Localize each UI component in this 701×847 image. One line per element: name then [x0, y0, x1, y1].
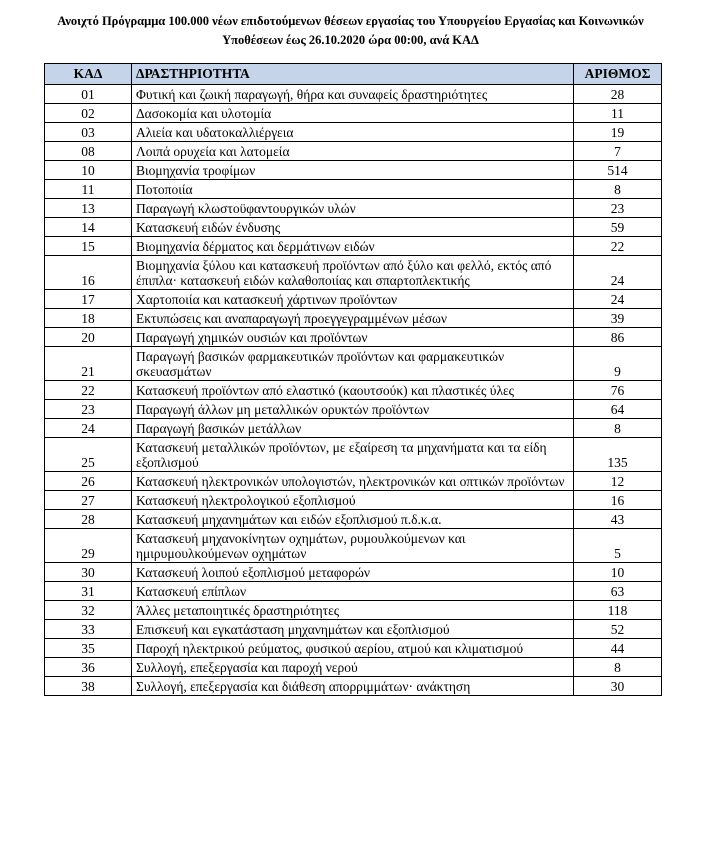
kad-cell: 36 — [45, 658, 132, 677]
table-row — [45, 309, 662, 328]
kad-cell: 11 — [45, 180, 132, 199]
count-cell: 24 — [574, 290, 662, 309]
count-cell: 514 — [574, 161, 662, 180]
kad-cell: 33 — [45, 620, 132, 639]
kad-cell: 18 — [45, 309, 132, 328]
title-line-2: Υποθέσεων έως 26.10.2020 ώρα 00:00, ανά ΚΑΔ — [222, 33, 479, 47]
count-cell: 86 — [574, 328, 662, 347]
kad-cell: 01 — [45, 85, 132, 104]
count-cell: 22 — [574, 237, 662, 256]
table-row — [45, 381, 662, 400]
activity-cell: Κατασκευή μηχανοκίνητων οχημάτων, ρυμουλκούμενων και ημιρυμουλκούμενων οχημάτων — [132, 529, 574, 563]
table-row — [45, 161, 662, 180]
count-cell: 28 — [574, 85, 662, 104]
kad-cell: 26 — [45, 472, 132, 491]
table-row — [45, 510, 662, 529]
header-kad: ΚΑΔ — [45, 64, 132, 85]
activity-cell: Κατασκευή ηλεκτρολογικού εξοπλισμού — [132, 491, 574, 510]
kad-cell: 25 — [45, 438, 132, 472]
table-header-row — [45, 64, 662, 85]
activity-cell: Χαρτοποιία και κατασκευή χάρτινων προϊόντων — [132, 290, 574, 309]
kad-cell: 28 — [45, 510, 132, 529]
table-row — [45, 347, 662, 381]
count-cell: 118 — [574, 601, 662, 620]
activity-cell: Αλιεία και υδατοκαλλιέργεια — [132, 123, 574, 142]
title-line-1: Ανοιχτό Πρόγραμμα 100.000 νέων επιδοτούμενων θέσεων εργασίας του Υπουργείου Εργασίας και Κοινωνικών — [57, 14, 644, 28]
kad-cell: 13 — [45, 199, 132, 218]
count-cell: 30 — [574, 677, 662, 696]
table-row — [45, 142, 662, 161]
header-activity: ΔΡΑΣΤΗΡΙΟΤΗΤΑ — [132, 64, 574, 85]
table-row — [45, 85, 662, 104]
table-row — [45, 400, 662, 419]
count-cell: 23 — [574, 199, 662, 218]
activity-cell: Κατασκευή επίπλων — [132, 582, 574, 601]
activity-cell: Παραγωγή βασικών φαρμακευτικών προϊόντων και φαρμακευτικών σκευασμάτων — [132, 347, 574, 381]
table-row — [45, 218, 662, 237]
activity-cell: Επισκευή και εγκατάσταση μηχανημάτων και εξοπλισμού — [132, 620, 574, 639]
activity-cell: Κατασκευή μηχανημάτων και ειδών εξοπλισμού π.δ.κ.α. — [132, 510, 574, 529]
table-row — [45, 529, 662, 563]
count-cell: 76 — [574, 381, 662, 400]
table-row — [45, 237, 662, 256]
count-cell: 19 — [574, 123, 662, 142]
activity-cell: Παροχή ηλεκτρικού ρεύματος, φυσικού αερίου, ατμού και κλιματισμού — [132, 639, 574, 658]
table-row — [45, 104, 662, 123]
activity-cell: Παραγωγή χημικών ουσιών και προϊόντων — [132, 328, 574, 347]
count-cell: 135 — [574, 438, 662, 472]
count-cell: 8 — [574, 419, 662, 438]
kad-cell: 32 — [45, 601, 132, 620]
table-row — [45, 491, 662, 510]
count-cell: 59 — [574, 218, 662, 237]
kad-cell: 14 — [45, 218, 132, 237]
table-row — [45, 419, 662, 438]
count-cell: 9 — [574, 347, 662, 381]
table-row — [45, 563, 662, 582]
table-row — [45, 601, 662, 620]
kad-cell: 03 — [45, 123, 132, 142]
activity-cell: Άλλες μεταποιητικές δραστηριότητες — [132, 601, 574, 620]
kad-cell: 21 — [45, 347, 132, 381]
count-cell: 63 — [574, 582, 662, 601]
table-row — [45, 328, 662, 347]
count-cell: 12 — [574, 472, 662, 491]
activity-cell: Βιομηχανία τροφίμων — [132, 161, 574, 180]
kad-cell: 35 — [45, 639, 132, 658]
kad-cell: 17 — [45, 290, 132, 309]
table-row — [45, 180, 662, 199]
kad-cell: 38 — [45, 677, 132, 696]
activity-cell: Παραγωγή κλωστοϋφαντουργικών υλών — [132, 199, 574, 218]
activity-cell: Δασοκομία και υλοτομία — [132, 104, 574, 123]
activity-cell: Βιομηχανία δέρματος και δερμάτινων ειδών — [132, 237, 574, 256]
table-row — [45, 290, 662, 309]
activity-cell: Συλλογή, επεξεργασία και διάθεση απορριμμάτων· ανάκτηση — [132, 677, 574, 696]
count-cell: 43 — [574, 510, 662, 529]
table-row — [45, 639, 662, 658]
kad-cell: 23 — [45, 400, 132, 419]
kad-table — [44, 63, 662, 696]
count-cell: 7 — [574, 142, 662, 161]
count-cell: 16 — [574, 491, 662, 510]
activity-cell: Βιομηχανία ξύλου και κατασκευή προϊόντων από ξύλο και φελλό, εκτός από έπιπλα· κατασκευή ειδών καλαθοποιίας και σπαρτοπλεκτικής — [132, 256, 574, 290]
kad-cell: 16 — [45, 256, 132, 290]
table-row — [45, 123, 662, 142]
count-cell: 52 — [574, 620, 662, 639]
count-cell: 10 — [574, 563, 662, 582]
activity-cell: Λοιπά ορυχεία και λατομεία — [132, 142, 574, 161]
table-row — [45, 256, 662, 290]
activity-cell: Ποτοποιία — [132, 180, 574, 199]
activity-cell: Κατασκευή ηλεκτρονικών υπολογιστών, ηλεκτρονικών και οπτικών προϊόντων — [132, 472, 574, 491]
activity-cell: Παραγωγή άλλων μη μεταλλικών ορυκτών προϊόντων — [132, 400, 574, 419]
kad-cell: 24 — [45, 419, 132, 438]
kad-cell: 15 — [45, 237, 132, 256]
table-row — [45, 472, 662, 491]
activity-cell: Συλλογή, επεξεργασία και παροχή νερού — [132, 658, 574, 677]
table-row — [45, 620, 662, 639]
table-row — [45, 438, 662, 472]
kad-cell: 31 — [45, 582, 132, 601]
header-count: ΑΡΙΘΜΟΣ — [574, 64, 662, 85]
table-body — [45, 85, 662, 696]
kad-cell: 20 — [45, 328, 132, 347]
activity-cell: Κατασκευή μεταλλικών προϊόντων, με εξαίρεση τα μηχανήματα και τα είδη εξοπλισμού — [132, 438, 574, 472]
kad-cell: 27 — [45, 491, 132, 510]
kad-cell: 02 — [45, 104, 132, 123]
activity-cell: Κατασκευή προϊόντων από ελαστικό (καουτσούκ) και πλαστικές ύλες — [132, 381, 574, 400]
kad-cell: 29 — [45, 529, 132, 563]
activity-cell: Εκτυπώσεις και αναπαραγωγή προεγγεγραμμένων μέσων — [132, 309, 574, 328]
count-cell: 8 — [574, 658, 662, 677]
count-cell: 24 — [574, 256, 662, 290]
count-cell: 39 — [574, 309, 662, 328]
document-title — [20, 12, 681, 50]
count-cell: 64 — [574, 400, 662, 419]
count-cell: 11 — [574, 104, 662, 123]
kad-cell: 10 — [45, 161, 132, 180]
activity-cell: Κατασκευή ειδών ένδυσης — [132, 218, 574, 237]
count-cell: 44 — [574, 639, 662, 658]
table-row — [45, 199, 662, 218]
activity-cell: Κατασκευή λοιπού εξοπλισμού μεταφορών — [132, 563, 574, 582]
count-cell: 5 — [574, 529, 662, 563]
activity-cell: Φυτική και ζωική παραγωγή, θήρα και συναφείς δραστηριότητες — [132, 85, 574, 104]
activity-cell: Παραγωγή βασικών μετάλλων — [132, 419, 574, 438]
table-row — [45, 677, 662, 696]
kad-cell: 08 — [45, 142, 132, 161]
table-row — [45, 658, 662, 677]
kad-cell: 30 — [45, 563, 132, 582]
kad-cell: 22 — [45, 381, 132, 400]
table-row — [45, 582, 662, 601]
count-cell: 8 — [574, 180, 662, 199]
